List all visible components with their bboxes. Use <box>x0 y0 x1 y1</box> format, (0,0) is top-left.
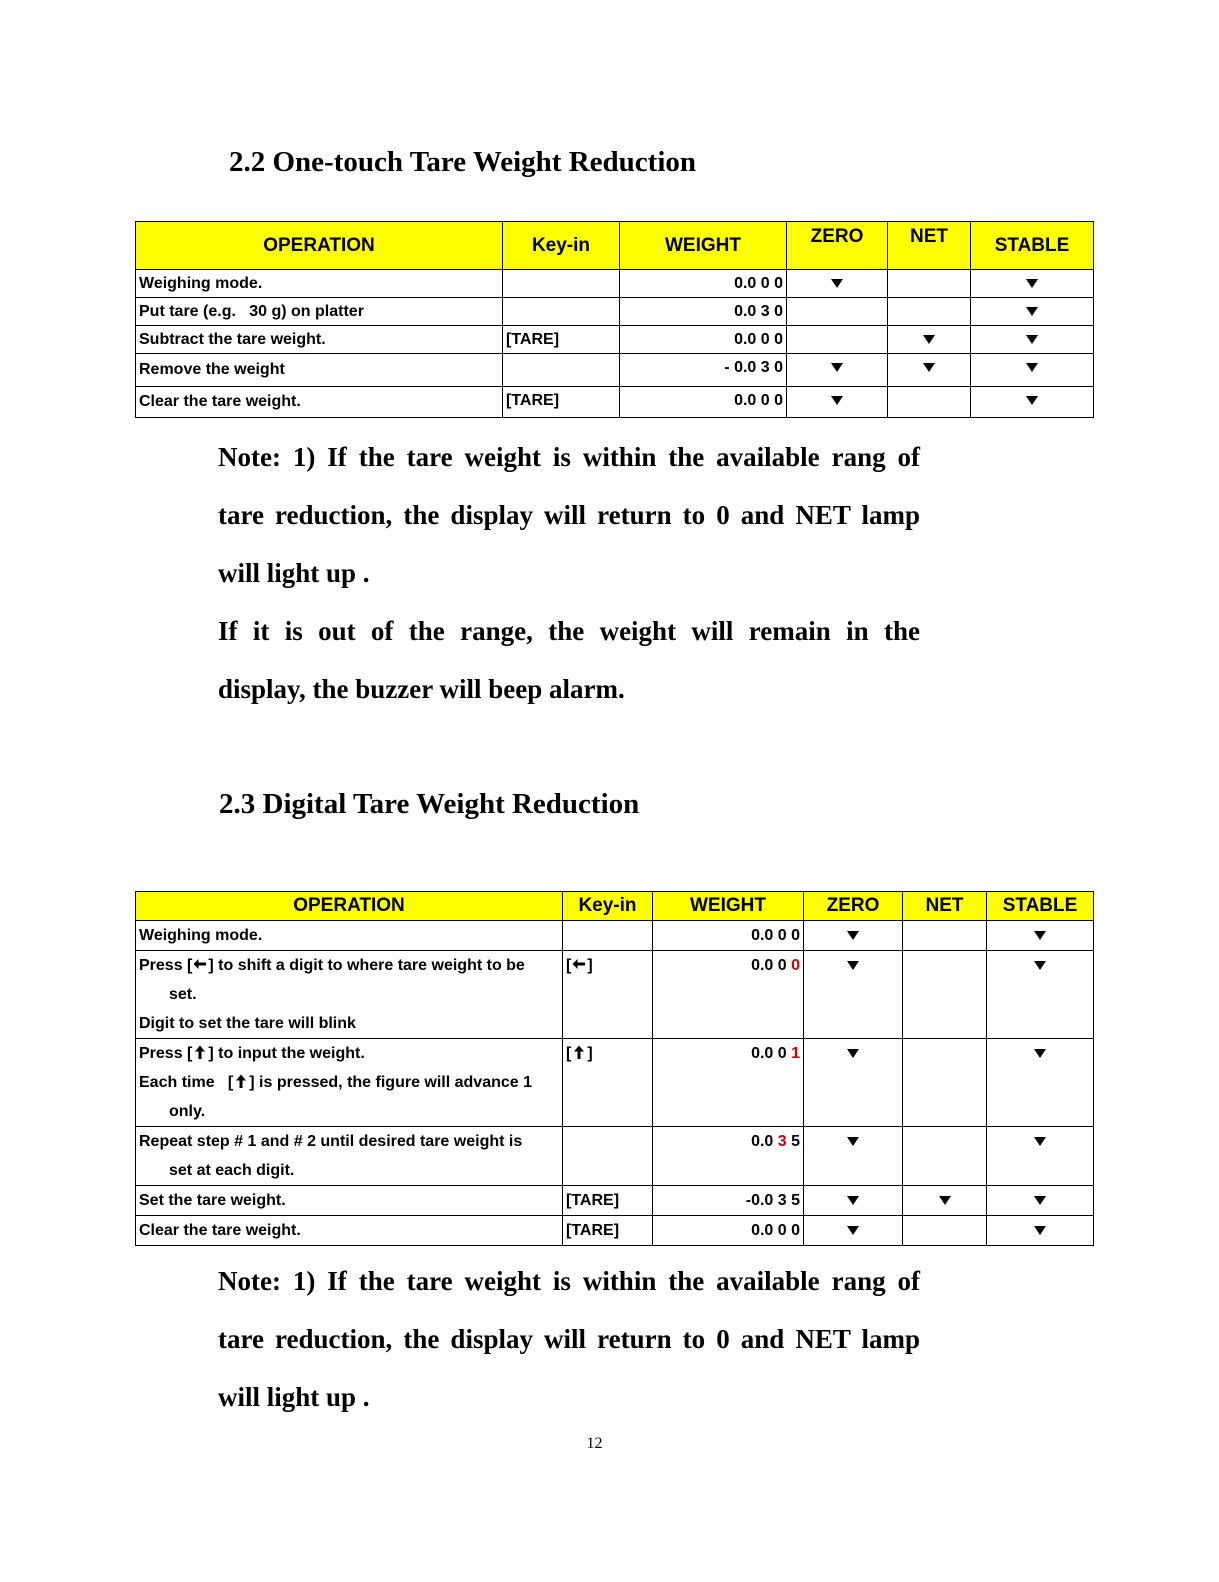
header-net: NET <box>903 892 987 921</box>
net-indicator-cell <box>903 1216 987 1246</box>
left-arrow-icon <box>571 956 587 972</box>
zero-indicator-cell <box>787 270 888 298</box>
zero-indicator-cell <box>804 951 903 1039</box>
triangle-down-icon <box>847 931 859 940</box>
triangle-down-icon <box>1034 1196 1046 1205</box>
stable-indicator-cell <box>971 354 1094 387</box>
net-indicator-cell <box>888 354 971 387</box>
triangle-down-icon <box>847 1137 859 1146</box>
zero-indicator-cell <box>804 1127 903 1186</box>
operation-cell <box>136 1216 563 1246</box>
stable-indicator-cell <box>987 1186 1094 1216</box>
one-touch-tare-table <box>135 221 1094 418</box>
operation-cell: Clear the tare weight. <box>136 387 503 418</box>
operation-cell <box>136 1039 563 1127</box>
note-line: Note: 1) If the tare weight is within the available rang of <box>218 442 920 472</box>
blinking-digit: 1 <box>791 1045 800 1062</box>
triangle-down-icon <box>939 1196 951 1205</box>
zero-indicator-cell <box>787 387 888 418</box>
net-indicator-cell <box>888 298 971 326</box>
note-section-2-3 <box>218 1252 920 1426</box>
weight-cell <box>653 1186 804 1216</box>
op-text: Press [ <box>139 1045 193 1062</box>
note-line: will light up . <box>218 558 370 588</box>
note-line: tare reduction, the display will return to 0 and NET lamp <box>218 500 920 530</box>
triangle-down-icon <box>1026 363 1038 372</box>
key-text: [ <box>566 1045 572 1062</box>
operation-cell: Put tare (e.g. 30 g) on platter <box>136 298 503 326</box>
header-zero: ZERO <box>787 222 888 270</box>
net-indicator-cell <box>903 921 987 951</box>
up-arrow-icon <box>192 1044 208 1060</box>
zero-indicator-cell <box>804 1186 903 1216</box>
key-in-cell <box>503 270 620 298</box>
weight-digits: 0.0 <box>751 1133 778 1150</box>
triangle-down-icon <box>1026 307 1038 316</box>
note-line: If it is out of the range, the weight will remain in the <box>218 616 920 646</box>
weight-digits: -0.0 3 5 <box>745 1192 800 1209</box>
key-in-cell <box>563 1186 653 1216</box>
op-text: set. <box>169 986 197 1003</box>
key-text: ] <box>587 957 593 974</box>
net-indicator-cell <box>903 1039 987 1127</box>
weight-cell: 0.0 0 0 <box>620 326 787 354</box>
section-2-2-heading: 2.2 One-touch Tare Weight Reduction <box>229 146 697 178</box>
table-row <box>136 1216 1094 1246</box>
key-in-cell <box>563 1216 653 1246</box>
up-arrow-icon <box>571 1044 587 1060</box>
table-row <box>136 298 1094 326</box>
key-in-cell <box>503 298 620 326</box>
weight-cell <box>653 1216 804 1246</box>
page-number: 12 <box>586 1435 603 1452</box>
op-text: Weighing mode. <box>139 927 263 944</box>
stable-indicator-cell <box>987 921 1094 951</box>
net-indicator-cell <box>903 1186 987 1216</box>
triangle-down-icon <box>831 396 843 405</box>
operation-cell <box>136 951 563 1039</box>
header-operation: OPERATION <box>136 892 563 921</box>
key-text: [TARE] <box>566 1222 620 1239</box>
header-zero: ZERO <box>804 892 903 921</box>
key-in-cell <box>563 1127 653 1186</box>
key-in-cell <box>563 951 653 1039</box>
stable-indicator-cell <box>987 1127 1094 1186</box>
weight-digits: 5 <box>786 1133 800 1150</box>
op-text: ] to shift a digit to where tare weight to be <box>208 957 525 974</box>
header-stable: STABLE <box>987 892 1094 921</box>
weight-digits: 0.0 0 0 <box>751 927 800 944</box>
stable-indicator-cell <box>987 951 1094 1039</box>
header-key-in: Key-in <box>563 892 653 921</box>
zero-indicator-cell <box>804 1216 903 1246</box>
triangle-down-icon <box>1034 1049 1046 1058</box>
triangle-down-icon <box>831 279 843 288</box>
table-row <box>136 270 1094 298</box>
header-weight: WEIGHT <box>653 892 804 921</box>
zero-indicator-cell <box>787 326 888 354</box>
operation-cell: Weighing mode. <box>136 270 503 298</box>
weight-cell <box>653 1039 804 1127</box>
stable-indicator-cell <box>987 1216 1094 1246</box>
operation-cell: Subtract the tare weight. <box>136 326 503 354</box>
zero-indicator-cell <box>787 354 888 387</box>
weight-cell <box>653 921 804 951</box>
operation-cell <box>136 1186 563 1216</box>
table-row <box>136 951 1094 1039</box>
net-indicator-cell <box>903 951 987 1039</box>
table-row <box>136 354 1094 387</box>
weight-cell: 0.0 3 0 <box>620 298 787 326</box>
key-in-cell <box>503 354 620 387</box>
op-text: Each time [ <box>139 1074 234 1091</box>
table-header-row <box>136 222 1094 270</box>
key-text: ] <box>587 1045 593 1062</box>
op-text: Clear the tare weight. <box>139 1222 301 1239</box>
stable-indicator-cell <box>971 298 1094 326</box>
op-text: Digit to set the tare will blink <box>139 1015 356 1032</box>
triangle-down-icon <box>1034 931 1046 940</box>
key-in-cell: [TARE] <box>503 387 620 418</box>
header-operation: OPERATION <box>136 222 503 270</box>
triangle-down-icon <box>923 363 935 372</box>
blinking-digit: 0 <box>791 957 800 974</box>
operation-cell <box>136 921 563 951</box>
weight-cell: 0.0 0 0 <box>620 387 787 418</box>
stable-indicator-cell <box>971 387 1094 418</box>
operation-cell <box>136 1127 563 1186</box>
header-net: NET <box>888 222 971 270</box>
net-indicator-cell <box>888 387 971 418</box>
section-2-3-heading: 2.3 Digital Tare Weight Reduction <box>219 788 640 820</box>
note-section-2-2 <box>218 428 920 718</box>
triangle-down-icon <box>1026 279 1038 288</box>
blinking-digit: 3 <box>777 1133 787 1150</box>
op-text: ] is pressed, the figure will advance 1 <box>249 1074 533 1091</box>
triangle-down-icon <box>847 1049 859 1058</box>
weight-digits: 0.0 0 0 <box>751 1222 800 1239</box>
table-row <box>136 1039 1094 1127</box>
net-indicator-cell <box>888 270 971 298</box>
stable-indicator-cell <box>987 1039 1094 1127</box>
op-text: Set the tare weight. <box>139 1192 286 1209</box>
key-text: [TARE] <box>566 1192 620 1209</box>
table-row <box>136 326 1094 354</box>
up-arrow-icon <box>233 1073 249 1089</box>
table-row <box>136 921 1094 951</box>
zero-indicator-cell <box>804 921 903 951</box>
key-text: [ <box>566 957 572 974</box>
op-text: only. <box>169 1103 206 1120</box>
zero-indicator-cell <box>787 298 888 326</box>
header-stable: STABLE <box>971 222 1094 270</box>
stable-indicator-cell <box>971 326 1094 354</box>
key-in-cell <box>563 1039 653 1127</box>
weight-cell <box>653 951 804 1039</box>
operation-cell: Remove the weight <box>136 354 503 387</box>
table-row <box>136 1127 1094 1186</box>
op-text: Repeat step # 1 and # 2 until desired tare weight is <box>139 1133 523 1150</box>
table-header-row <box>136 892 1094 921</box>
note-line: will light up . <box>218 1382 370 1412</box>
digital-tare-table <box>135 891 1094 1246</box>
op-text: Press [ <box>139 957 193 974</box>
triangle-down-icon <box>1034 1137 1046 1146</box>
note-line: display, the buzzer will beep alarm. <box>218 674 625 704</box>
triangle-down-icon <box>847 961 859 970</box>
table-row <box>136 1186 1094 1216</box>
weight-cell: 0.0 0 0 <box>620 270 787 298</box>
key-in-cell <box>563 921 653 951</box>
left-arrow-icon <box>192 956 208 972</box>
weight-digits: 0.0 0 <box>751 1045 792 1062</box>
note-line: tare reduction, the display will return to 0 and NET lamp <box>218 1324 920 1354</box>
triangle-down-icon <box>831 363 843 372</box>
table-row <box>136 387 1094 418</box>
op-text: set at each digit. <box>169 1162 295 1179</box>
weight-cell <box>653 1127 804 1186</box>
triangle-down-icon <box>1026 396 1038 405</box>
triangle-down-icon <box>1034 961 1046 970</box>
stable-indicator-cell <box>971 270 1094 298</box>
op-text: ] to input the weight. <box>208 1045 365 1062</box>
key-in-cell: [TARE] <box>503 326 620 354</box>
triangle-down-icon <box>1034 1226 1046 1235</box>
triangle-down-icon <box>847 1196 859 1205</box>
triangle-down-icon <box>923 335 935 344</box>
note-line: Note: 1) If the tare weight is within the available rang of <box>218 1266 920 1296</box>
triangle-down-icon <box>1026 335 1038 344</box>
zero-indicator-cell <box>804 1039 903 1127</box>
header-weight: WEIGHT <box>620 222 787 270</box>
weight-cell: - 0.0 3 0 <box>620 354 787 387</box>
net-indicator-cell <box>903 1127 987 1186</box>
triangle-down-icon <box>847 1226 859 1235</box>
header-key-in: Key-in <box>503 222 620 270</box>
weight-digits: 0.0 0 <box>751 957 792 974</box>
net-indicator-cell <box>888 326 971 354</box>
